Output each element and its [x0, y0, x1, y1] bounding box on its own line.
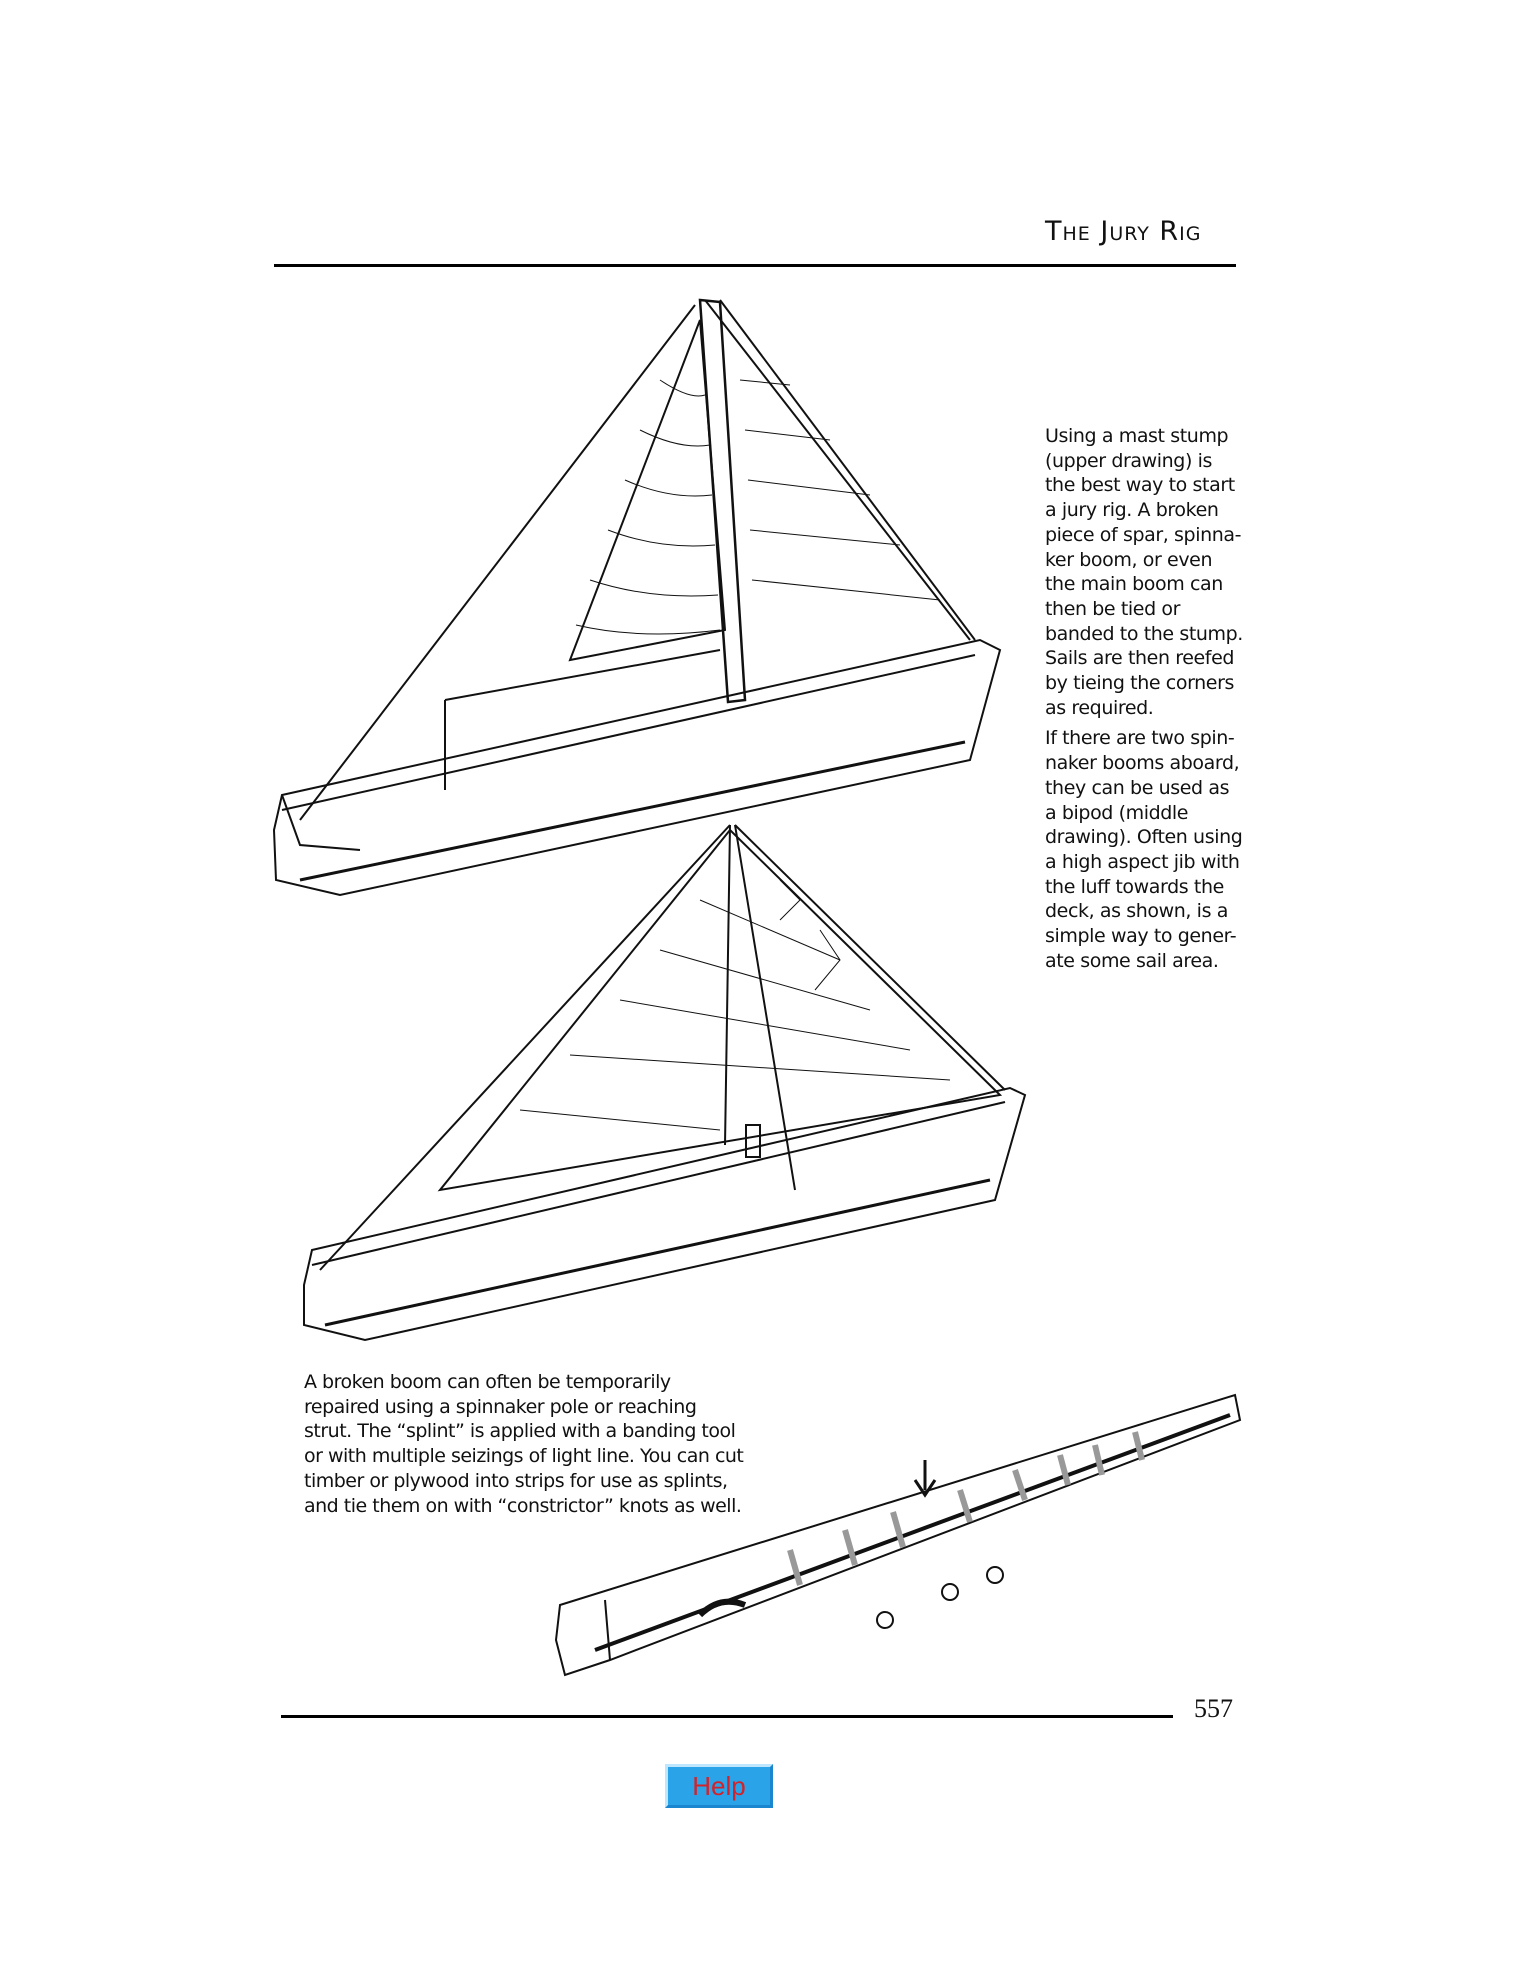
- side-paragraph: If there are two spin-naker booms aboard, they can be used as a bipod (middle drawing). Often using a high aspect jib with the luff towards the deck, as shown, is a simple way to gener-ate some sail area.: [1045, 727, 1243, 972]
- help-button[interactable]: Help: [665, 1764, 773, 1808]
- footer-rule: [281, 1715, 1173, 1718]
- page-title: The Jury Rig: [1045, 216, 1202, 247]
- boat-mast-stump-drawing: [274, 300, 1000, 895]
- boat-bipod-drawing: [304, 825, 1025, 1340]
- page-number: 557: [1194, 1694, 1233, 1723]
- side-paragraph: Using a mast stump (upper drawing) is the best way to start a jury rig. A broken piece of spar, spinna-ker boom, or even the main boom can then be tied or banded to the stump. Sails are then reefed by tieing the corners as required.: [1045, 425, 1243, 719]
- boom-caption: A broken boom can often be temporarily repaired using a spinnaker pole or reaching strut. The “splint” is applied with a banding tool or with multiple seizings of light line. You can cut timber or plywood into strips for use as splints, and tie them on with “constrictor” knots as well.: [304, 1371, 744, 1517]
- side-text: [1045, 424, 1245, 979]
